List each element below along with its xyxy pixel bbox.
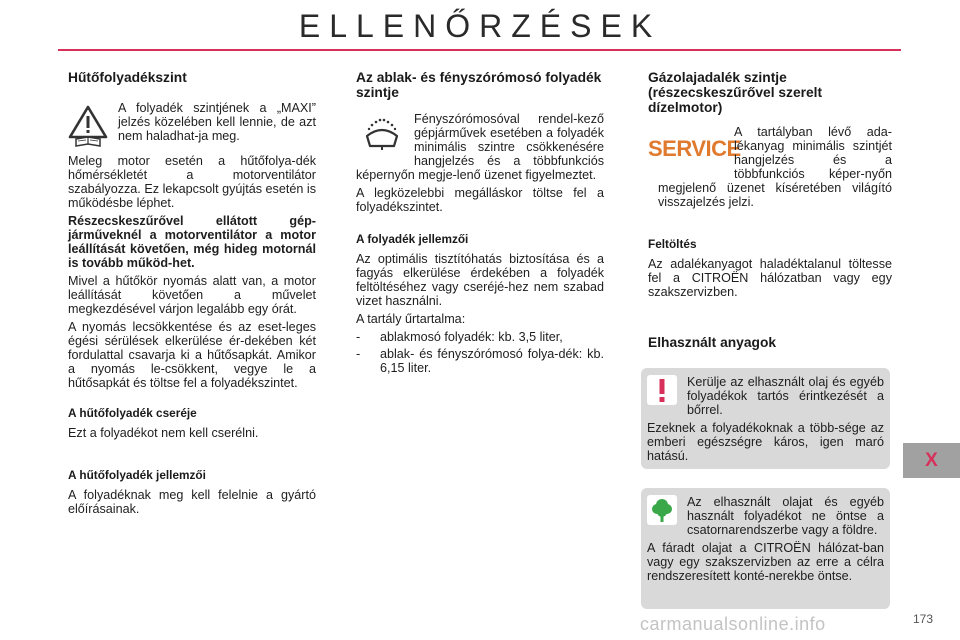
- coolant-level-text: A folyadék szintjének a „MAXI” jelzés közelében kell lennie, de azt nem haladhat-ja meg.: [118, 101, 316, 143]
- coolant-change-text: Ezt a folyadékot nem kell cserélni.: [68, 426, 259, 440]
- warning-notice: [641, 368, 890, 469]
- coolant-cap-text: A nyomás lecsökkentése és az eset-leges égési sérülések elkerülése ér-dekében két fordulattal csavarja ki a hűtősapkát. Amikor a nyomás le-csökkent, vegye le a hűtősapkát és töltse fel a folyadékszintet.: [68, 320, 316, 390]
- coolant-fan-warning: Részecskeszűrővel ellátott gép-járműveknél a motorventilátor a motor leállítását követően, még hideg motornál is tovább működ-het.: [68, 214, 316, 270]
- coolant-spec-heading: A hűtőfolyadék jellemzői: [68, 468, 206, 482]
- coolant-change-heading: A hűtőfolyadék cseréje: [68, 406, 197, 420]
- list-item: - ablak- és fényszórómosó folya-dék: kb. 6,15 liter.: [356, 347, 604, 375]
- coolant-section: [68, 70, 316, 520]
- coolant-fan-text: Meleg motor esetén a hűtőfolya-dék hőmérsékletét a motorventilátor szabályozza. Ez lekapcsolt gyújtás esetén is működésbe léphet.: [68, 154, 316, 210]
- washer-capacity-list: [356, 330, 604, 375]
- coolant-pressure-text: Mivel a hűtőkör nyomás alatt van, a motor leállítását követően a művelet megkezdésével várjon legalább egy órát.: [68, 274, 316, 316]
- list-item: - ablakmosó folyadék: kb. 3,5 liter,: [356, 330, 604, 344]
- environment-disposal-text: Az elhasznált olajat és egyéb használt folyadékot ne öntse a csatornarendszerbe vagy a földre.: [687, 495, 884, 537]
- washer-fluid-icon: [364, 116, 400, 153]
- diesel-fill-heading: Feltöltés: [648, 237, 697, 251]
- page-title: ELLENŐRZÉSEK: [298, 8, 662, 44]
- washer-refill-text: A legközelebbi megálláskor töltse fel a folyadékszintet.: [356, 186, 604, 214]
- tree-icon: [647, 495, 677, 525]
- coolant-spec-text: A folyadéknak meg kell felelnie a gyártó előírásainak.: [68, 488, 316, 516]
- chapter-tab[interactable]: X: [903, 443, 960, 478]
- warning-skin-text: Kerülje az elhasznált olaj és egyéb folyadékok tartós érintkezését a bőrrel.: [687, 375, 884, 417]
- title-divider: [58, 49, 901, 51]
- used-materials-heading: Elhasznált anyagok: [648, 335, 777, 350]
- diesel-level-text: A tartályban lévő ada-lékanyag minimális szintjét hangjelzés és a többfunkciós képer-nyőn megjelenő üzenet kíséretében világító visszajelzés jelzi.: [658, 125, 892, 209]
- washer-section: [356, 70, 604, 378]
- washer-capacity-label: A tartály űrtartalma:: [356, 312, 466, 326]
- coolant-heading: Hűtőfolyadékszint: [68, 70, 187, 85]
- environment-network-text: A fáradt olajat a CITROËN hálózat-ban vagy egy szakszervizben az erre a célra rendszeresített konté-nerekbe öntse.: [647, 541, 884, 583]
- washer-spec-text: Az optimális tisztítóhatás biztosítása és a fagyás elkerülése érdekében a folyadék feltöltéséhez vagy cseréjé-hez nem szabad vizet használni.: [356, 252, 604, 308]
- washer-warning-text: Fényszórómosóval rendel-kező gépjárművek esetében a folyadék minimális szintre csökkenésére hangjelzés és a többfunkciós képernyőn megje-lenő üzenet figyelmeztet.: [356, 112, 604, 182]
- page-number: 173: [913, 612, 934, 626]
- warning-harm-text: Ezeknek a folyadékoknak a több-sége az emberi egészségre káros, igen maró hatású.: [647, 421, 884, 463]
- diesel-section: [648, 70, 892, 356]
- diesel-heading: Gázolajadalék szintje (részecskeszűrővel szerelt dízelmotor): [648, 70, 823, 115]
- diesel-fill-text: Az adalékanyagot haladéktalanul töltesse fel a CITROËN hálózatban vagy egy szakszervizben.: [648, 257, 892, 299]
- environment-notice: [641, 488, 890, 609]
- washer-spec-heading: A folyadék jellemzői: [356, 232, 469, 246]
- service-logo: SERVICE: [648, 136, 741, 161]
- watermark: carmanualsonline.info: [640, 614, 826, 634]
- exclamation-icon: [647, 375, 677, 405]
- washer-heading: Az ablak- és fényszórómosó folyadék szintje: [356, 70, 602, 100]
- warning-manual-icon: [68, 105, 108, 150]
